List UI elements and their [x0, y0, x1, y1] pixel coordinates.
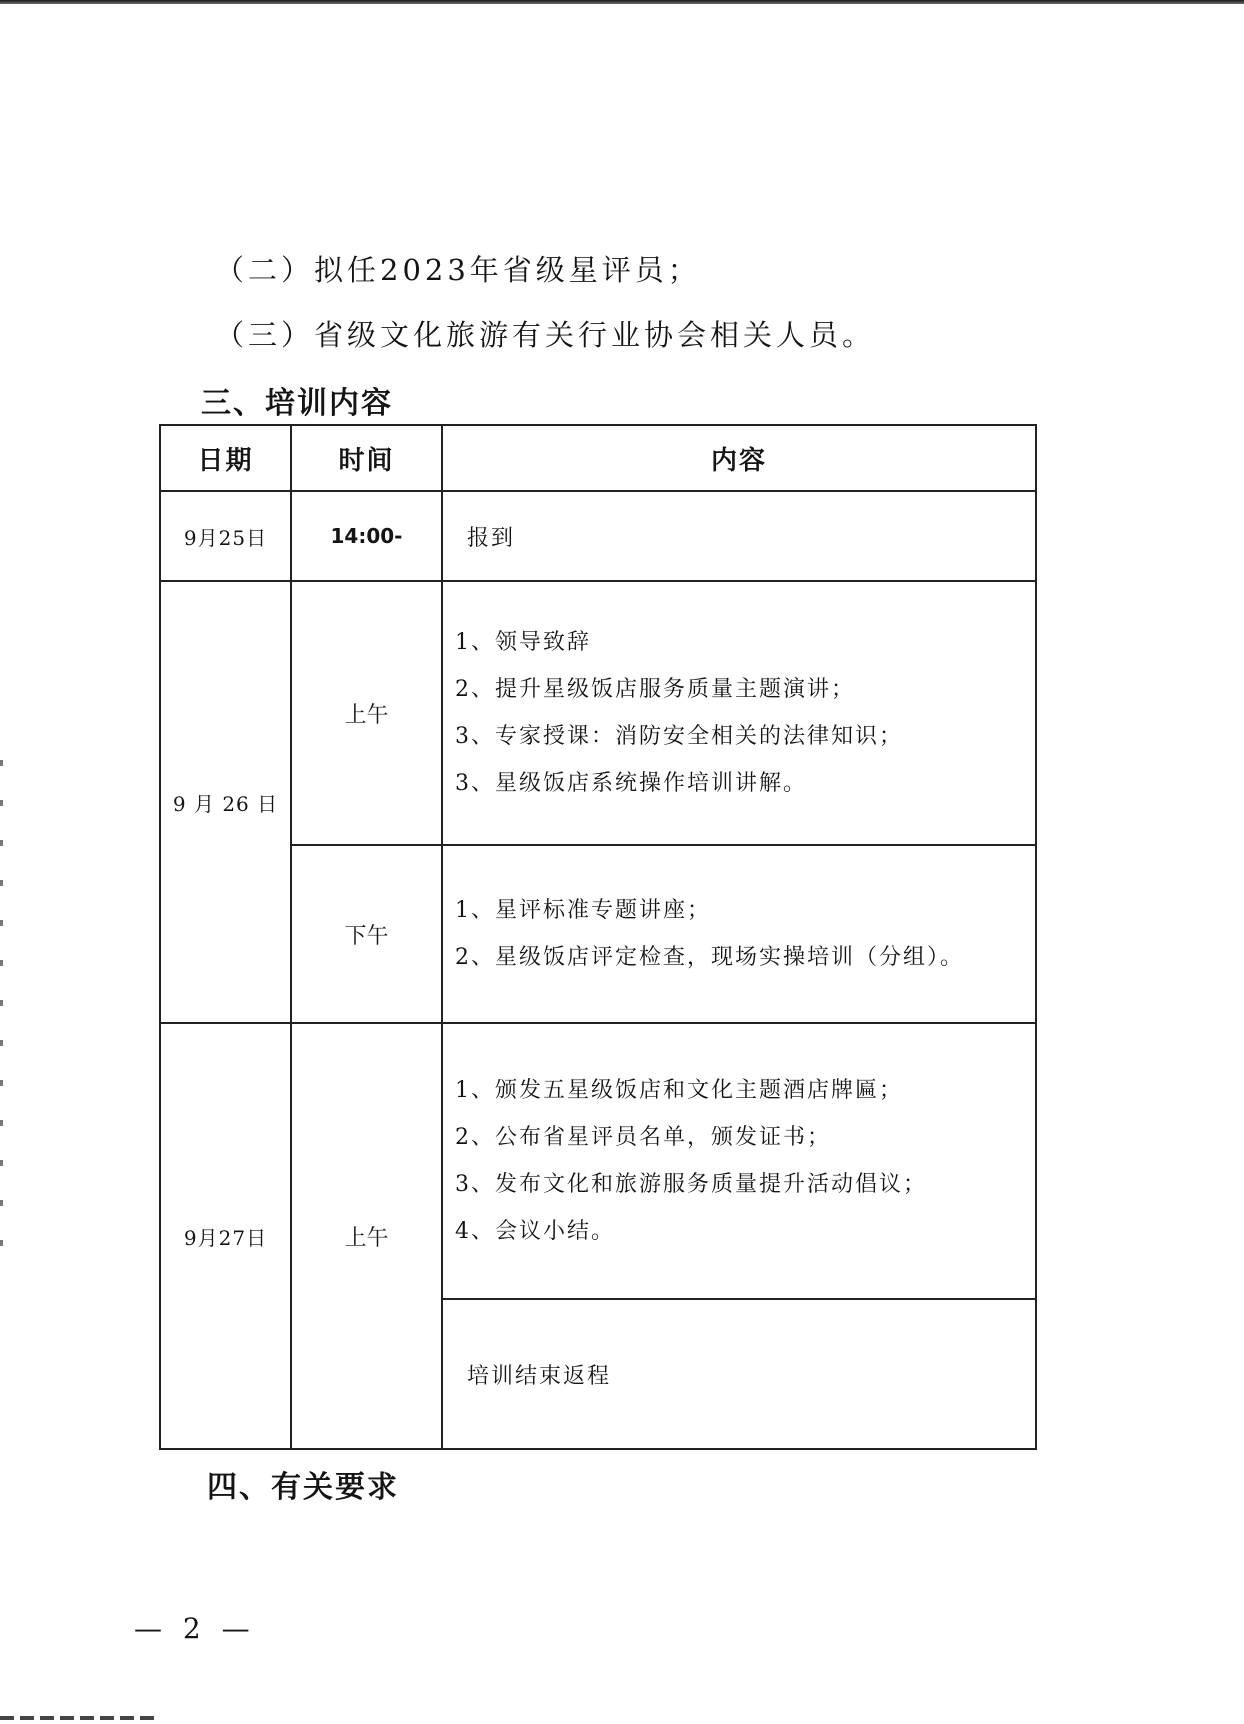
- time-cell: 14:00-: [291, 491, 442, 581]
- content-list: [443, 1067, 1035, 1255]
- page-number: — 2 —: [134, 1612, 256, 1645]
- time-cell: 上午: [291, 581, 442, 845]
- header-date: 日期: [160, 425, 291, 491]
- content-text: 培训结束返程: [467, 1363, 612, 1389]
- content-list: [443, 887, 1035, 981]
- content-cell: [442, 1299, 1036, 1449]
- section-4-title: 四、有关要求: [207, 1470, 399, 1505]
- list-item: 2、公布省星评员名单，颁发证书；: [455, 1125, 831, 1150]
- table-header-row: [160, 425, 1036, 491]
- date-cell: 9月25日: [160, 491, 291, 581]
- content-cell: [442, 1023, 1036, 1299]
- table-row: [160, 845, 1036, 1023]
- content-cell: [442, 491, 1036, 581]
- list-item: 1、领导致辞: [455, 630, 591, 655]
- list-item: 3、星级饭店系统操作培训讲解。: [455, 771, 807, 796]
- table-row: [160, 581, 1036, 845]
- time-cell: 下午: [291, 845, 442, 1023]
- scan-edge-marks: [0, 760, 3, 1280]
- list-item: 4、会议小结。: [455, 1219, 615, 1244]
- table-row: [160, 491, 1036, 581]
- content-cell: [442, 581, 1036, 845]
- table-row: [160, 1023, 1036, 1299]
- list-item: 2、星级饭店评定检查，现场实操培训（分组）。: [455, 945, 964, 970]
- time-cell: 上午: [291, 1023, 442, 1449]
- content-list: [443, 619, 1035, 807]
- list-item: 3、专家授课：消防安全相关的法律知识；: [455, 724, 903, 749]
- header-time: 时间: [291, 425, 442, 491]
- list-item: 3、发布文化和旅游服务质量提升活动倡议；: [455, 1172, 927, 1197]
- list-item: 1、星评标准专题讲座；: [455, 898, 711, 923]
- section-3-title: 三、培训内容: [201, 386, 393, 421]
- top-border-line: [0, 0, 1244, 4]
- paragraph-3: （三）省级文化旅游有关行业协会相关人员。: [215, 318, 876, 352]
- date-cell: 9 月 26 日: [160, 581, 291, 1023]
- content-cell: [442, 845, 1036, 1023]
- content-text: 报到: [467, 525, 516, 551]
- list-item: 2、提升星级饭店服务质量主题演讲；: [455, 677, 855, 702]
- date-cell: 9月27日: [160, 1023, 291, 1449]
- list-item: 1、颁发五星级饭店和文化主题酒店牌匾；: [455, 1078, 903, 1103]
- paragraph-2: （二）拟任2023年省级星评员；: [215, 253, 701, 287]
- training-schedule-table: [159, 424, 1037, 1450]
- scan-bottom-marks: [0, 1716, 160, 1720]
- header-content: 内容: [442, 425, 1036, 491]
